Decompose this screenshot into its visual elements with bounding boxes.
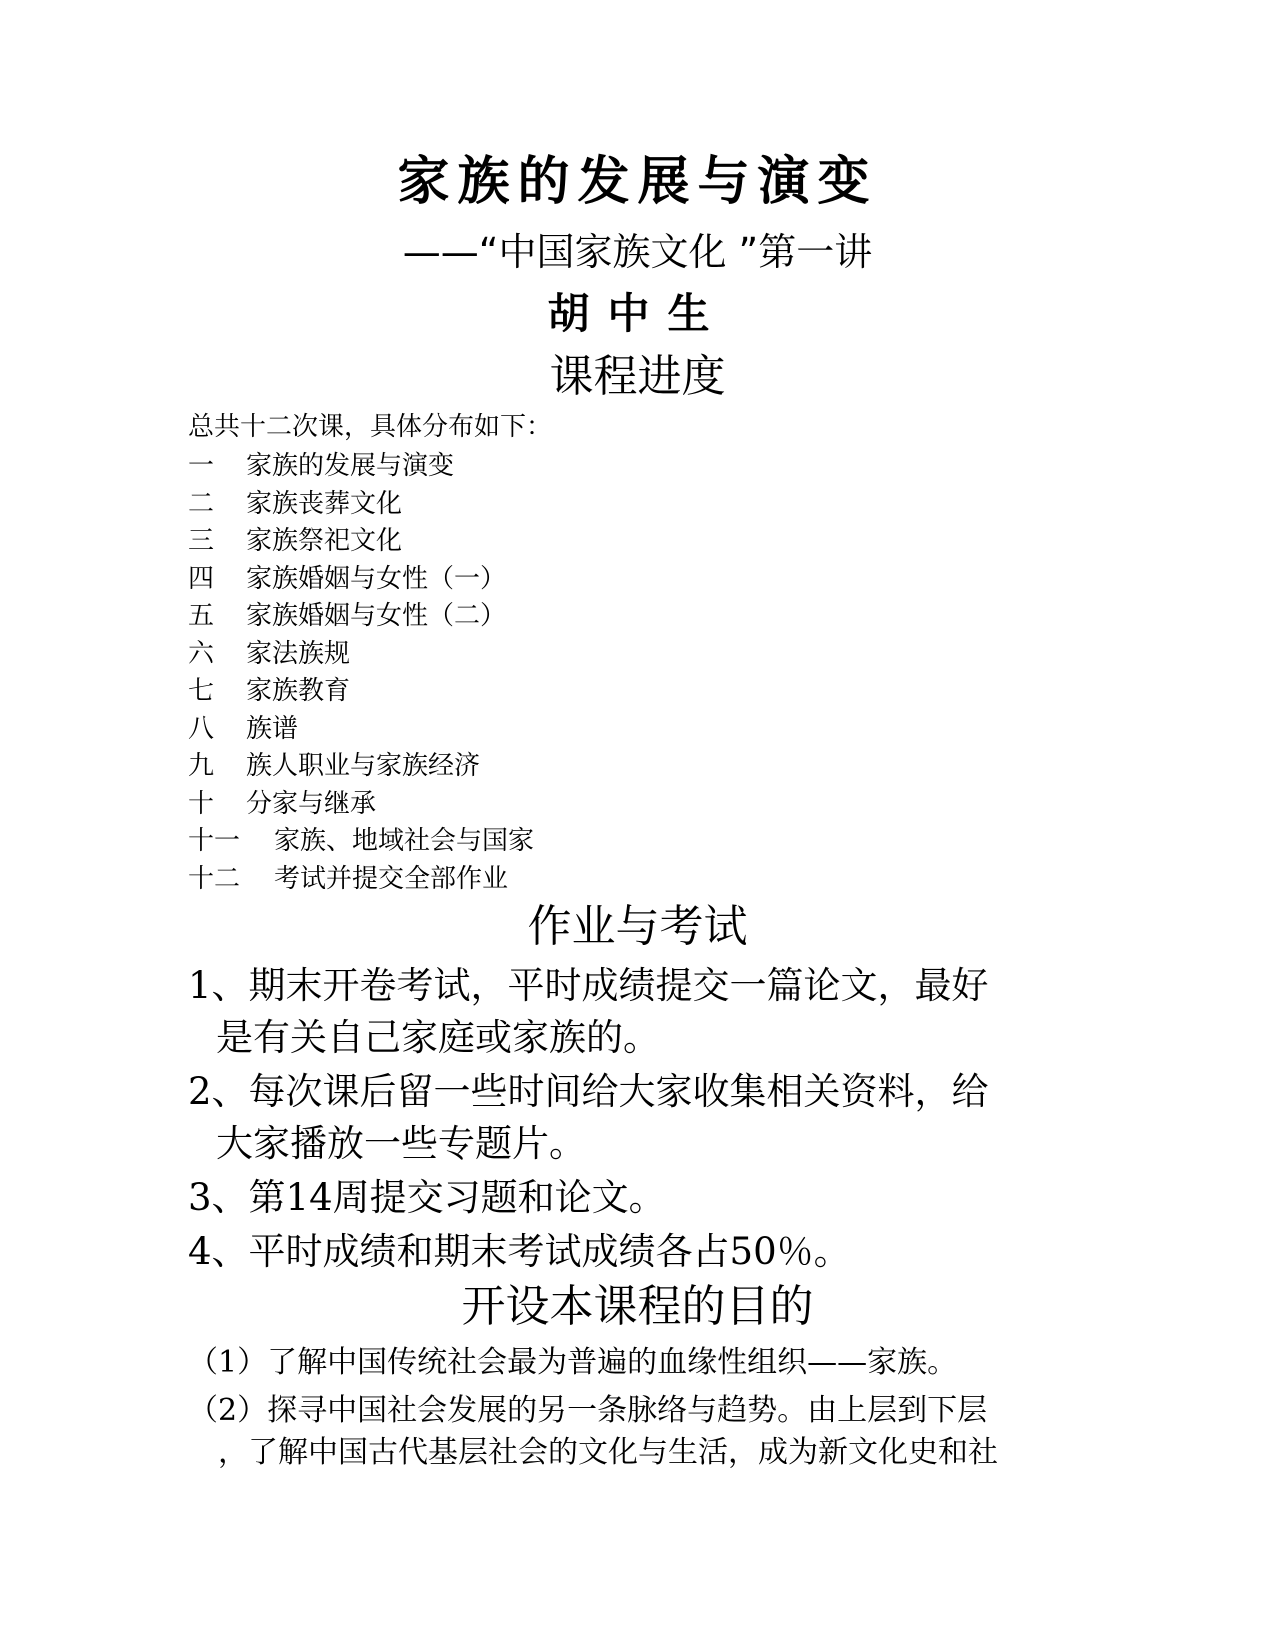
lesson-title: 家族婚姻与女性（二） bbox=[246, 601, 507, 631]
lesson-number: 八 bbox=[188, 713, 215, 744]
list-item bbox=[188, 1066, 1088, 1170]
list-item bbox=[188, 823, 534, 861]
list-item bbox=[188, 598, 534, 636]
purpose-text-continued: ，了解中国古代基层社会的文化与生活，成为新文化史和社 bbox=[218, 1435, 998, 1470]
lesson-number: 六 bbox=[188, 638, 215, 669]
lesson-number: 十二 bbox=[188, 863, 241, 894]
lesson-title: 家族丧葬文化 bbox=[246, 488, 403, 519]
lesson-number: 三 bbox=[188, 526, 215, 556]
lesson-title: 族谱 bbox=[246, 713, 299, 744]
lesson-number: 二 bbox=[188, 488, 215, 519]
list-item bbox=[188, 960, 1088, 1064]
list-item bbox=[188, 448, 534, 486]
list-item bbox=[188, 1390, 1088, 1474]
lesson-number: 十 bbox=[188, 788, 215, 819]
list-item bbox=[188, 636, 534, 674]
homework-text: 1、期末开卷考试，平时成绩提交一篇论文，最好 bbox=[188, 964, 989, 1007]
homework-text: 2、每次课后留一些时间给大家收集相关资料，给 bbox=[188, 1070, 989, 1113]
list-item bbox=[188, 1226, 1088, 1278]
lesson-title: 家族的发展与演变 bbox=[246, 451, 455, 481]
lesson-number: 四 bbox=[188, 563, 215, 594]
purpose-text: （1）了解中国传统社会最为普遍的血缘性组织——家族。 bbox=[188, 1345, 958, 1380]
schedule-heading: 课程进度 bbox=[549, 351, 726, 402]
list-item bbox=[188, 523, 534, 561]
purpose-text: （2）探寻中国社会发展的另一条脉络与趋势。由上层到下层 bbox=[188, 1393, 988, 1428]
document-title: 家族的发展与演变 bbox=[397, 151, 878, 212]
lesson-title: 家族教育 bbox=[246, 676, 351, 706]
lesson-title: 家族祭祀文化 bbox=[246, 526, 403, 556]
lesson-title: 家族婚姻与女性（一） bbox=[246, 563, 507, 594]
homework-heading: 作业与考试 bbox=[527, 901, 748, 952]
list-item bbox=[188, 711, 534, 749]
lesson-title: 考试并提交全部作业 bbox=[274, 863, 509, 894]
lesson-title: 家法族规 bbox=[246, 638, 351, 669]
lesson-title: 族人职业与家族经济 bbox=[246, 751, 481, 781]
lesson-title: 家族、地域社会与国家 bbox=[274, 826, 535, 856]
homework-text: 4、平时成绩和期末考试成绩各占50％。 bbox=[188, 1230, 851, 1273]
lesson-title: 分家与继承 bbox=[246, 788, 377, 819]
homework-text-continued: 大家播放一些专题片。 bbox=[216, 1122, 586, 1165]
homework-list bbox=[188, 960, 1088, 1280]
lesson-number: 五 bbox=[188, 601, 215, 631]
schedule-intro: 总共十二次课，具体分布如下： bbox=[188, 412, 553, 442]
list-item bbox=[188, 561, 534, 599]
lesson-number: 七 bbox=[188, 676, 215, 706]
list-item bbox=[188, 748, 534, 786]
list-item bbox=[188, 673, 534, 711]
course-schedule-list bbox=[188, 448, 534, 898]
author-name: 胡中生 bbox=[547, 289, 728, 338]
document-subtitle: ——“中国家族文化 ”第一讲 bbox=[402, 230, 873, 274]
list-item bbox=[188, 486, 534, 524]
lesson-number: 九 bbox=[188, 751, 215, 781]
list-item bbox=[188, 1342, 1088, 1384]
homework-text: 3、第14周提交习题和论文。 bbox=[188, 1176, 666, 1219]
list-item bbox=[188, 861, 534, 899]
list-item bbox=[188, 1172, 1088, 1224]
lesson-number: 一 bbox=[188, 451, 215, 481]
lesson-number: 十一 bbox=[188, 826, 241, 856]
purpose-heading: 开设本课程的目的 bbox=[461, 1281, 814, 1332]
homework-text-continued: 是有关自己家庭或家族的。 bbox=[216, 1016, 660, 1059]
purpose-list bbox=[188, 1342, 1088, 1480]
list-item bbox=[188, 786, 534, 824]
